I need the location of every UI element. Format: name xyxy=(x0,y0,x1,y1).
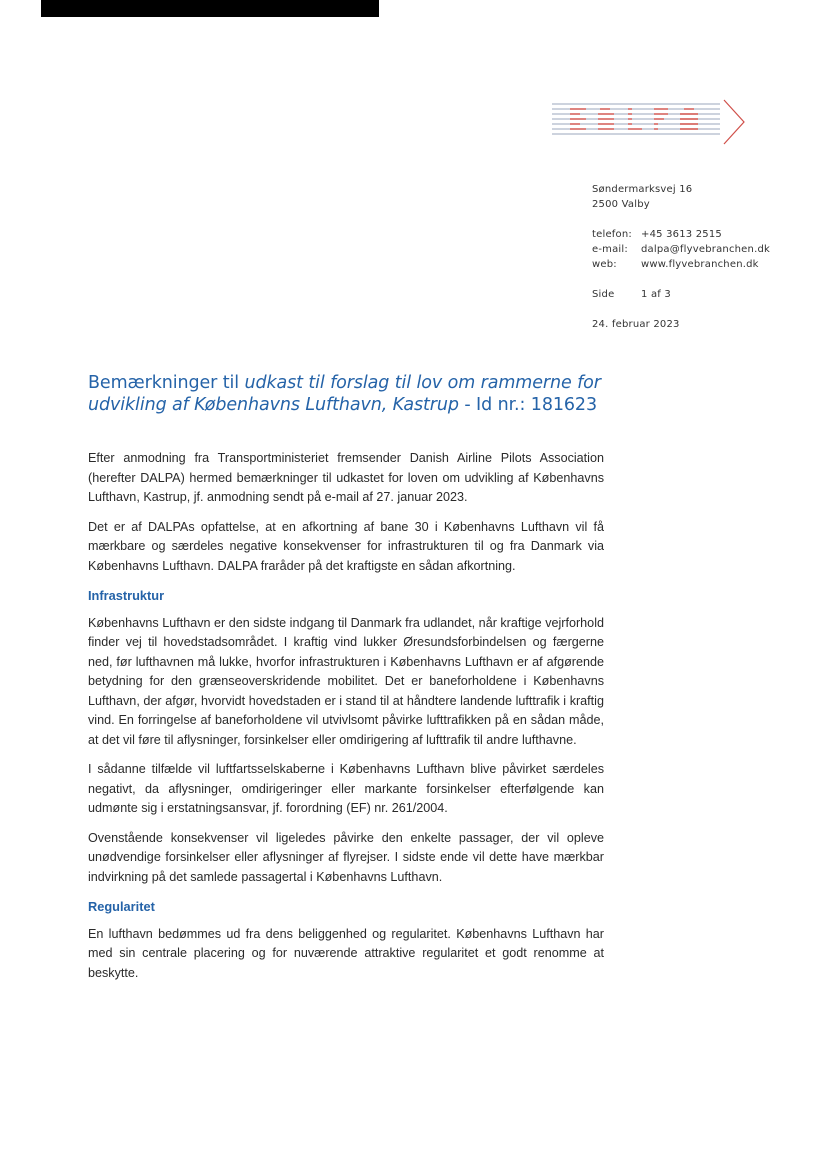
paragraph-opinion: Det er af DALPAs opfattelse, at en afkortning af bane 30 i Københavns Lufthavn vil få mærkbare og særdeles negative konsekvenser for infrastrukturen til og fra Danmark via Københavns Lufthavn. DALPA fraråder på det kraftigste en sådan afkortning. xyxy=(88,519,604,573)
web-address: www.flyvebranchen.dk xyxy=(641,259,759,270)
street-address: Søndermarksvej 16 xyxy=(592,184,693,195)
phone-number: +45 3613 2515 xyxy=(641,229,722,240)
heading-infrastruktur: Infrastruktur xyxy=(88,588,165,603)
email-label: e-mail: xyxy=(592,244,628,255)
title-italic: udkast til forslag til lov om rammerne for udvikling af Københavns Lufthavn, Kastrup xyxy=(88,373,601,415)
page-number: 1 af 3 xyxy=(641,289,671,300)
page-label: Side xyxy=(592,289,615,300)
email-address: dalpa@flyvebranchen.dk xyxy=(641,244,770,255)
sender-address-block xyxy=(592,184,770,334)
web-row xyxy=(592,259,770,274)
paragraph-regularity: En lufthavn bedømmes ud fra dens beliggenhed og regularitet. Københavns Lufthavn har med sin centrale placering og for nuværende attraktive regularitet et godt renomme at beskytte. xyxy=(88,926,604,980)
title-prefix: Bemærkninger til xyxy=(88,373,245,393)
phone-label: telefon: xyxy=(592,229,632,240)
title-suffix: - Id nr.: 181623 xyxy=(458,395,597,415)
email-row xyxy=(592,244,770,259)
page-row xyxy=(592,289,770,304)
document-title xyxy=(88,372,648,416)
heading-regularitet: Regularitet xyxy=(88,899,155,914)
dalpa-wing-logo-icon xyxy=(552,98,747,146)
web-label: web: xyxy=(592,259,617,270)
paragraph-infrastructure: Københavns Lufthavn er den sidste indgang til Danmark fra udlandet, når kraftige vejrforhold finder vej til hovedstadsområdet. I kraftig vind lukker Øresundsforbindelsen og færgerne ned, før lufthavnen må lukke, hvorfor infrastrukturen i Københavns Lufthavn er af afgørende betydning for den grænseoverskridende mobilitet. Det er baneforholdene i Københavns Lufthavn, der afgør, hvorvidt hovedstaden er i stand til at håndtere landende lufttrafik i kraftig vind. En forringelse af baneforholdene vil utvivlsomt påvirke lufttrafikken på en sådan måde, at det vil føre til aflysninger, forsinkelser eller omdirigering af lufttrafik til andre lufthavne. xyxy=(88,615,604,747)
paragraph-airlines: I sådanne tilfælde vil luftfartsselskaberne i Københavns Lufthavn blive påvirket særdeles negativt, da aflysninger, omdirigeringer eller markante forsinkelser efterfølgende kan udmønte sig i erstatningsansvar, jf. forordning (EF) nr. 261/2004. xyxy=(88,762,604,815)
document-date: 24. februar 2023 xyxy=(592,319,680,330)
document-body xyxy=(88,449,604,993)
postal-city: 2500 Valby xyxy=(592,199,650,210)
redaction-bar xyxy=(41,0,379,17)
paragraph-passengers: Ovenstående konsekvenser vil ligeledes påvirke den enkelte passager, der vil opleve unødvendige forsinkelser eller aflysninger af flyrejser. I sidste ende vil dette have mærkbar indvirkning på det samlede passagertal i Københavns Lufthavn. xyxy=(88,830,604,884)
phone-row xyxy=(592,229,770,244)
paragraph-intro: Efter anmodning fra Transportministeriet fremsender Danish Airline Pilots Association (herefter DALPA) hermed bemærkninger til udkastet for loven om udvikling af Københavns Lufthavn, Kastrup, jf. anmodning sendt på e-mail af 27. januar 2023. xyxy=(88,451,604,504)
